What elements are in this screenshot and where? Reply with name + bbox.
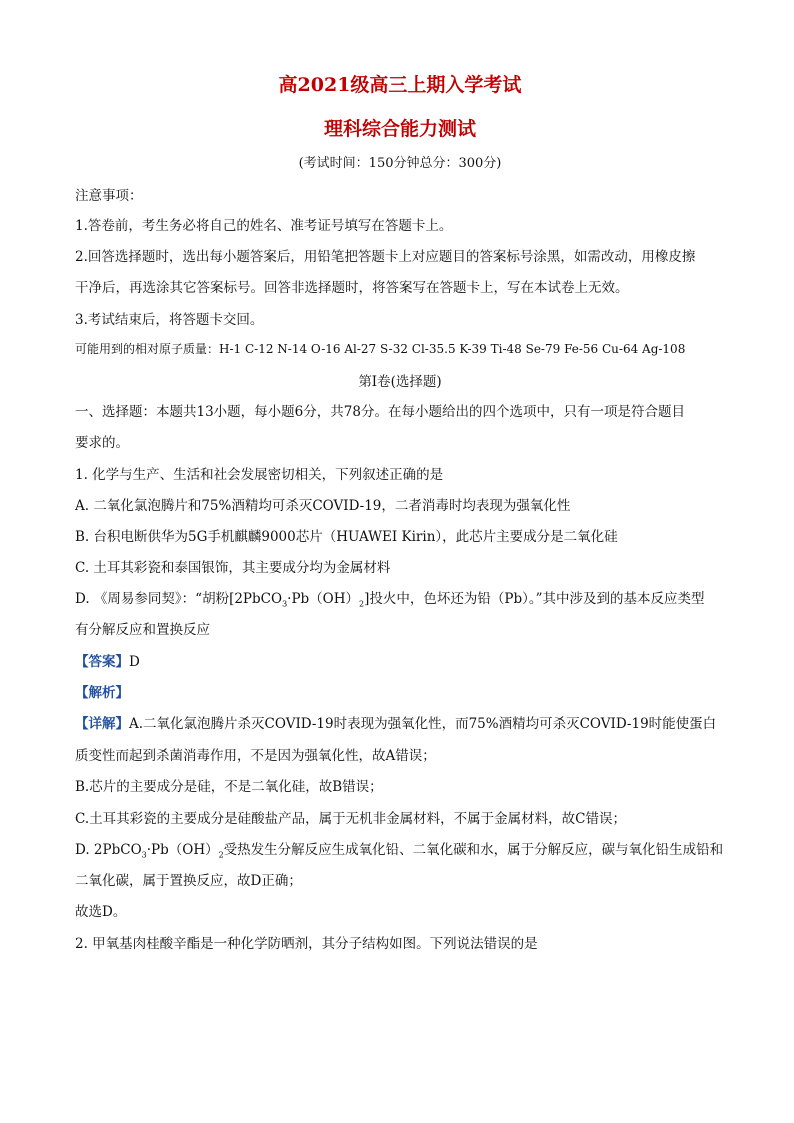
q1-option-d-cont: 有分解反应和置换反应 bbox=[75, 622, 210, 638]
notice-heading: 注意事项： bbox=[75, 188, 143, 204]
detail-c: C.土耳其彩瓷的主要成分是硅酸盐产品，属于无机非金属材料，不属于金属材料，故C错误； bbox=[75, 811, 626, 827]
subscript: 3 bbox=[282, 599, 288, 609]
detail-tag: 【详解】 bbox=[75, 716, 129, 732]
analysis-tag: 【解析】 bbox=[75, 685, 129, 701]
section-intro-cont: 要求的。 bbox=[75, 435, 129, 451]
notice-item-1: 1.答卷前，考生务必将自己的姓名、准考证号填写在答题卡上。 bbox=[75, 218, 453, 234]
q1-stem: 1. 化学与生产、生活和社会发展密切相关，下列叙述正确的是 bbox=[75, 467, 444, 483]
notice-item-3: 3.考试结束后，将答题卡交回。 bbox=[75, 312, 264, 328]
detail-b: B.芯片的主要成分是硅，不是二氧化硅，故B错误； bbox=[75, 779, 383, 795]
q1-option-c: C. 土耳其彩瓷和泰国银饰，其主要成分均为金属材料 bbox=[75, 560, 391, 576]
detail-d bbox=[75, 838, 723, 860]
exam-info: (考试时间：150分钟总分：300分) bbox=[298, 156, 502, 171]
q1-option-a: A. 二氧化氯泡腾片和75%酒精均可杀灭COVID-19，二者消毒时均表现为强氧化性 bbox=[75, 498, 571, 514]
conclusion: 故选D。 bbox=[75, 904, 127, 920]
notice-item-2: 2.回答选择题时，选出每小题答案后，用铅笔把答题卡上对应题目的答案标号涂黑，如需改动，用橡皮擦 bbox=[75, 249, 696, 265]
answer-value: D bbox=[129, 654, 140, 670]
page-title: 高2021级高三上期入学考试 bbox=[278, 74, 522, 96]
detail-a-line bbox=[75, 712, 716, 732]
subscript: 2 bbox=[218, 850, 224, 860]
detail-d-text-2: ·Pb（OH） bbox=[146, 842, 219, 858]
notice-item-2-cont: 干净后，再选涂其它答案标号。回答非选择题时，将答案写在答题卡上，写在本试卷上无效。 bbox=[75, 280, 629, 296]
q2-stem: 2. 甲氧基肉桂酸辛酯是一种化学防晒剂，其分子结构如图。下列说法错误的是 bbox=[75, 936, 538, 952]
answer-tag: 【答案】 bbox=[75, 654, 129, 670]
detail-d-text-3: 受热发生分解反应生成氧化铅、二氧化碳和水，属于分解反应，碳与氧化铅生成铅和 bbox=[223, 842, 724, 858]
detail-a-text: A.二氧化氯泡腾片杀灭COVID-19时表现为强氧化性，而75%酒精均可杀灭COVID-19时能使蛋白 bbox=[129, 716, 717, 732]
page-subtitle: 理科综合能力测试 bbox=[323, 118, 476, 140]
detail-d-cont: 二氧化碳，属于置换反应，故D正确； bbox=[75, 873, 302, 889]
subscript: 2 bbox=[359, 599, 365, 609]
q1-option-d-text-2: ·Pb（OH） bbox=[287, 591, 360, 607]
detail-a-cont: 质变性而起到杀菌消毒作用，不是因为强氧化性，故A错误； bbox=[75, 748, 436, 764]
atomic-mass-line: 可能用到的相对原子质量：H-1 C-12 N-14 O-16 Al-27 S-32 Cl-35.5 K-39 Ti-48 Se-79 Fe-56 Cu-64 Ag-108 bbox=[75, 342, 686, 356]
q1-option-d-text-3: ]投火中，色坏还为铅（Pb）。”其中涉及到的基本反应类型 bbox=[364, 591, 705, 607]
subscript: 3 bbox=[141, 850, 147, 860]
q1-option-d-text-1: D. 《周易参同契》：“胡粉[2PbCO bbox=[75, 591, 283, 607]
q1-option-d bbox=[75, 587, 705, 609]
section-intro: 一、选择题：本题共13小题，每小题6分，共78分。在每小题给出的四个选项中，只有一项是符合题目 bbox=[75, 404, 685, 420]
q1-option-b: B. 台积电断供华为5G手机麒麟9000芯片（HUAWEI Kirin），此芯片主要成分是二氧化硅 bbox=[75, 529, 618, 545]
answer-line bbox=[75, 650, 140, 670]
detail-d-text-1: D. 2PbCO bbox=[75, 842, 142, 858]
section-title: 第Ⅰ卷(选择题) bbox=[358, 374, 442, 390]
